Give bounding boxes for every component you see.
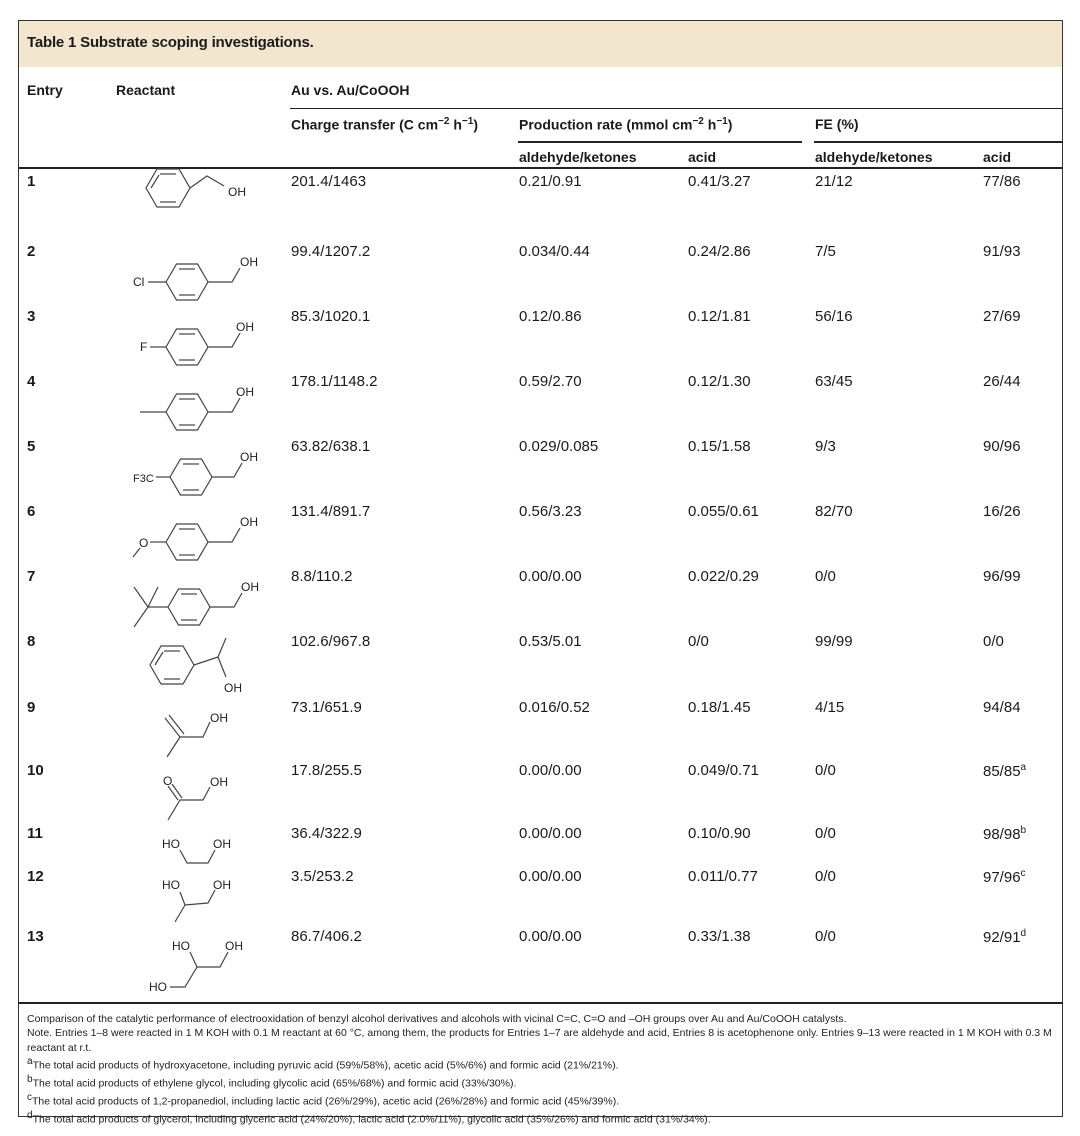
fe-ald-cell — [815, 438, 836, 455]
fe-acid-cell — [983, 699, 1021, 716]
header-sup: −1 — [461, 116, 474, 127]
cell-value: 0/0 — [815, 868, 836, 885]
footnote-note: Note. Entries 1–8 were reacted in 1 M KOH with 0.1 M reactant at 60 °C, among them, the products for Entries 1–7 are aldehyde and acid, Entries 8 is acetophenone only. Entries 9–13 were reacted in 1 M KOH with 0.3 M reactant at r.t. — [27, 1027, 1052, 1054]
cell-value: 0.18/1.45 — [688, 699, 751, 716]
oh-label: OH — [236, 385, 254, 399]
cell-value: 85.3/1020.1 — [291, 308, 371, 325]
ho-label: HO — [149, 980, 167, 994]
header-entry: Entry — [27, 82, 63, 98]
cell-value: 90/96 — [983, 438, 1021, 455]
cell-value: 63/45 — [815, 373, 853, 390]
cell-value: 0.00/0.00 — [519, 868, 582, 885]
cell-value: 0.33/1.38 — [688, 928, 751, 945]
fe-ald-cell — [815, 868, 836, 885]
cell-value: 27/69 — [983, 308, 1021, 325]
oh-label: OH — [240, 255, 258, 269]
production-rule — [518, 141, 802, 143]
phenylethanol-structure — [150, 638, 242, 695]
glycerol-structure — [149, 939, 243, 994]
cell-value: 12 — [27, 868, 44, 885]
subheader-prod-ald: aldehyde/ketones — [519, 149, 637, 165]
footnote-mark: c — [1020, 868, 1026, 879]
cell-value: 0.53/5.01 — [519, 633, 582, 650]
oh-label: OH — [224, 681, 242, 695]
production-ald-cell — [519, 503, 582, 520]
footnote-b — [27, 1073, 1057, 1091]
fe-acid-cell — [983, 503, 1021, 520]
fe-acid-cell — [983, 243, 1021, 260]
charge-transfer-cell — [291, 173, 366, 190]
chlorobenzyl-alcohol-structure — [133, 255, 258, 300]
cell-value: 0.10/0.90 — [688, 825, 751, 842]
footnote-caption: Comparison of the catalytic performance of electrooxidation of benzyl alcohol derivatives and alcohols with vicinal C=C, C=O and –OH groups over Au and Au/CoOOH catalysts. — [27, 1013, 847, 1025]
fe-acid-cell — [983, 373, 1021, 390]
cell-value: 17.8/255.5 — [291, 762, 362, 779]
header-text: h — [703, 116, 717, 133]
cell-value: 7 — [27, 568, 36, 585]
reactant-structures — [120, 160, 280, 1000]
footnote-mark: b — [1020, 825, 1027, 836]
entry-cell — [27, 173, 35, 190]
fe-acid-cell — [983, 868, 1026, 886]
entry-cell — [27, 825, 43, 842]
header-rule — [290, 108, 1063, 109]
hydroxyacetone-structure — [163, 774, 228, 820]
production-ald-cell — [519, 699, 590, 716]
cell-value: 102.6/967.8 — [291, 633, 371, 650]
production-acid-cell — [688, 633, 709, 650]
fe-ald-cell — [815, 699, 844, 716]
footnote-c — [27, 1091, 1057, 1109]
cell-value: 0.56/3.23 — [519, 503, 582, 520]
header-sup: −1 — [716, 116, 728, 127]
production-ald-cell — [519, 373, 582, 390]
entry-cell — [27, 503, 35, 520]
fe-acid-cell — [983, 173, 1021, 190]
oh-label: OH — [236, 320, 254, 334]
cell-value: 0/0 — [815, 762, 836, 779]
oh-label: OH — [241, 580, 259, 594]
cell-value: 11 — [27, 825, 43, 842]
production-ald-cell — [519, 928, 582, 945]
header-production-rate — [519, 116, 732, 133]
cell-value: 0.00/0.00 — [519, 762, 582, 779]
header-text: Production rate (mmol cm — [519, 116, 693, 133]
cell-value: 56/16 — [815, 308, 853, 325]
cell-value: 6 — [27, 503, 36, 520]
production-ald-cell — [519, 568, 582, 585]
charge-transfer-cell — [291, 633, 370, 650]
table-title: Table 1 Substrate scoping investigations. — [27, 34, 314, 51]
fe-ald-cell — [815, 308, 853, 325]
header-sup: −2 — [438, 116, 450, 127]
charge-transfer-cell — [291, 503, 370, 520]
footnote-mark: d — [1020, 928, 1027, 939]
cell-value: 0.034/0.44 — [519, 243, 590, 260]
entry-cell — [27, 438, 35, 455]
fe-ald-cell — [815, 503, 853, 520]
fe-acid-cell — [983, 762, 1026, 780]
header-charge-transfer — [291, 116, 478, 133]
cell-value: 1 — [27, 173, 36, 190]
cell-value: 0.12/1.81 — [688, 308, 751, 325]
cell-value: 8.8/110.2 — [291, 568, 353, 585]
entry-cell — [27, 762, 44, 779]
footnote-mark: d — [27, 1109, 33, 1121]
cell-value: 36.4/322.9 — [291, 825, 362, 842]
cell-value: 3.5/253.2 — [291, 868, 354, 885]
charge-transfer-cell — [291, 868, 354, 885]
header-text: ) — [473, 116, 478, 133]
footnote-mark: a — [27, 1056, 33, 1068]
footnote-text: The total acid products of hydroxyacetone, including pyruvic acid (59%/58%), acetic acid (5%/6%) and formic acid (21%/21%). — [32, 1059, 619, 1072]
fe-ald-cell — [815, 928, 836, 945]
header-text: Charge transfer (C cm — [291, 116, 439, 133]
footnote-text: The total acid products of glycerol, including glyceric acid (24%/20%), lactic acid (2.0%/11%), glycolic acid (35%/26%) and formic acid (31%/34%). — [32, 1113, 711, 1126]
entry-cell — [27, 868, 44, 885]
production-ald-cell — [519, 243, 590, 260]
entry-cell — [27, 308, 35, 325]
ethylene-glycol-structure — [162, 837, 231, 863]
fe-ald-cell — [815, 825, 836, 842]
footnote-mark: a — [1020, 762, 1027, 773]
production-ald-cell — [519, 825, 582, 842]
cell-value: 0.12/0.86 — [519, 308, 582, 325]
cell-value: 94/84 — [983, 699, 1021, 716]
charge-transfer-cell — [291, 568, 352, 585]
cell-value: 0.022/0.29 — [688, 568, 759, 585]
production-ald-cell — [519, 308, 582, 325]
cell-value: 7/5 — [815, 243, 836, 260]
entry-cell — [27, 568, 35, 585]
o-label: O — [163, 774, 173, 788]
production-acid-cell — [688, 568, 759, 585]
cell-value: 21/12 — [815, 173, 853, 190]
f3c-label: F3C — [133, 473, 154, 485]
cell-value: 178.1/1148.2 — [291, 373, 378, 390]
oh-label: OH — [240, 515, 258, 529]
fe-acid-cell — [983, 633, 1004, 650]
subheader-fe-ald: aldehyde/ketones — [815, 149, 933, 165]
cell-value: 0.00/0.00 — [519, 928, 582, 945]
fe-acid-cell — [983, 928, 1026, 946]
ho-label: HO — [162, 837, 180, 851]
cell-value: 0.15/1.58 — [688, 438, 751, 455]
entry-cell — [27, 928, 44, 945]
cell-value: 16/26 — [983, 503, 1021, 520]
footnote-text: The total acid products of ethylene glycol, including glycolic acid (65%/68%) and formic acid (33%/30%). — [32, 1077, 517, 1090]
oh-label: OH — [210, 711, 228, 725]
cell-value: 0.00/0.00 — [519, 568, 582, 585]
production-acid-cell — [688, 868, 758, 885]
cell-value: 0/0 — [983, 633, 1004, 650]
trifluoromethylbenzyl-alcohol-structure — [133, 450, 258, 495]
ho-label: HO — [162, 878, 180, 892]
cell-value: 82/70 — [815, 503, 853, 520]
entry-cell — [27, 633, 35, 650]
cell-value: 91/93 — [983, 243, 1021, 260]
methallyl-alcohol-structure — [165, 711, 228, 757]
cell-value: 13 — [27, 928, 44, 945]
cl-label: Cl — [133, 275, 145, 289]
header-reactant: Reactant — [116, 82, 176, 98]
fe-ald-cell — [815, 243, 836, 260]
production-ald-cell — [519, 173, 582, 190]
cell-value: 86.7/406.2 — [291, 928, 362, 945]
cell-value: 0/0 — [815, 568, 836, 585]
cell-value: 8 — [27, 633, 36, 650]
header-fe: FE (%) — [815, 116, 859, 132]
cell-value: 201.4/1463 — [291, 173, 367, 190]
cell-value: 0.00/0.00 — [519, 825, 582, 842]
f-label: F — [140, 340, 148, 354]
footnote-d — [27, 1109, 1057, 1127]
cell-value: 0.21/0.91 — [519, 173, 582, 190]
methylbenzyl-alcohol-structure — [140, 385, 254, 430]
production-acid-cell — [688, 308, 751, 325]
cell-value: 5 — [27, 438, 36, 455]
cell-value: 0/0 — [688, 633, 709, 650]
cell-value: 97/96 — [983, 869, 1021, 886]
fe-ald-cell — [815, 173, 853, 190]
charge-transfer-cell — [291, 825, 362, 842]
entry-cell — [27, 699, 35, 716]
header-text: ) — [727, 116, 733, 133]
cell-value: 0.41/3.27 — [688, 173, 751, 190]
footnote-mark: b — [27, 1074, 33, 1086]
header-sup: −2 — [692, 116, 704, 127]
footnote-text: The total acid products of 1,2-propanediol, including lactic acid (26%/29%), acetic acid (26%/28%) and formic acid (45%/39%). — [32, 1095, 620, 1108]
cell-value: 98/98 — [983, 826, 1021, 843]
fe-ald-cell — [815, 762, 836, 779]
oh-label: OH — [225, 939, 243, 953]
fe-rule — [814, 141, 1063, 143]
charge-transfer-cell — [291, 373, 377, 390]
fe-ald-cell — [815, 568, 836, 585]
oh-label: OH — [228, 185, 246, 199]
table-bottom-rule — [19, 1002, 1063, 1004]
cell-value: 92/91 — [983, 929, 1021, 946]
ho-label: HO — [172, 939, 190, 953]
production-acid-cell — [688, 438, 751, 455]
fe-acid-cell — [983, 568, 1021, 585]
footnotes — [27, 1012, 1057, 1127]
cell-value: 0.016/0.52 — [519, 699, 590, 716]
cell-value: 63.82/638.1 — [291, 438, 371, 455]
cell-value: 77/86 — [983, 173, 1021, 190]
cell-value: 99/99 — [815, 633, 853, 650]
propanediol-structure — [162, 878, 231, 922]
fe-acid-cell — [983, 438, 1021, 455]
charge-transfer-cell — [291, 928, 362, 945]
production-acid-cell — [688, 373, 751, 390]
cell-value: 131.4/891.7 — [291, 503, 371, 520]
production-acid-cell — [688, 825, 751, 842]
cell-value: 0.029/0.085 — [519, 438, 599, 455]
production-ald-cell — [519, 762, 582, 779]
oh-label: OH — [240, 450, 258, 464]
cell-value: 85/85 — [983, 763, 1021, 780]
subheader-prod-acid: acid — [688, 149, 717, 165]
cell-value: 4 — [27, 373, 36, 390]
fe-acid-cell — [983, 308, 1021, 325]
production-acid-cell — [688, 243, 751, 260]
cell-value: 0/0 — [815, 928, 836, 945]
fe-ald-cell — [815, 633, 853, 650]
o-label: O — [139, 536, 149, 550]
charge-transfer-cell — [291, 438, 370, 455]
fe-ald-cell — [815, 373, 853, 390]
production-ald-cell — [519, 438, 598, 455]
fe-acid-cell — [983, 825, 1026, 843]
cell-value: 0.59/2.70 — [519, 373, 582, 390]
cell-value: 0.011/0.77 — [688, 868, 758, 885]
charge-transfer-cell — [291, 762, 362, 779]
production-acid-cell — [688, 928, 751, 945]
header-group: Au vs. Au/CoOOH — [291, 82, 410, 98]
cell-value: 96/99 — [983, 568, 1021, 585]
entry-cell — [27, 243, 35, 260]
entry-cell — [27, 373, 35, 390]
benzyl-alcohol-structure — [146, 169, 246, 207]
cell-value: 9/3 — [815, 438, 836, 455]
production-acid-cell — [688, 173, 751, 190]
production-acid-cell — [688, 762, 759, 779]
cell-value: 26/44 — [983, 373, 1021, 390]
methoxybenzyl-alcohol-structure — [133, 515, 258, 560]
production-ald-cell — [519, 868, 582, 885]
tert-butylbenzyl-alcohol-structure — [134, 580, 259, 627]
charge-transfer-cell — [291, 699, 362, 716]
cell-value: 10 — [27, 762, 44, 779]
oh-label: OH — [213, 837, 231, 851]
production-acid-cell — [688, 699, 751, 716]
cell-value: 0/0 — [815, 825, 836, 842]
cell-value: 99.4/1207.2 — [291, 243, 371, 260]
charge-transfer-cell — [291, 243, 370, 260]
cell-value: 73.1/651.9 — [291, 699, 362, 716]
oh-label: OH — [210, 775, 228, 789]
fluorobenzyl-alcohol-structure — [140, 320, 254, 365]
charge-transfer-cell — [291, 308, 370, 325]
production-acid-cell — [688, 503, 759, 520]
header-text: h — [449, 116, 462, 133]
cell-value: 0.049/0.71 — [688, 762, 759, 779]
subheader-fe-acid: acid — [983, 149, 1012, 165]
cell-value: 0.12/1.30 — [688, 373, 751, 390]
cell-value: 0.055/0.61 — [688, 503, 759, 520]
production-ald-cell — [519, 633, 582, 650]
cell-value: 4/15 — [815, 699, 845, 716]
footnote-a — [27, 1055, 1057, 1073]
cell-value: 3 — [27, 308, 36, 325]
cell-value: 0.24/2.86 — [688, 243, 751, 260]
footnote-mark: c — [27, 1092, 32, 1104]
cell-value: 9 — [27, 699, 36, 716]
cell-value: 2 — [27, 243, 36, 260]
oh-label: OH — [213, 878, 231, 892]
